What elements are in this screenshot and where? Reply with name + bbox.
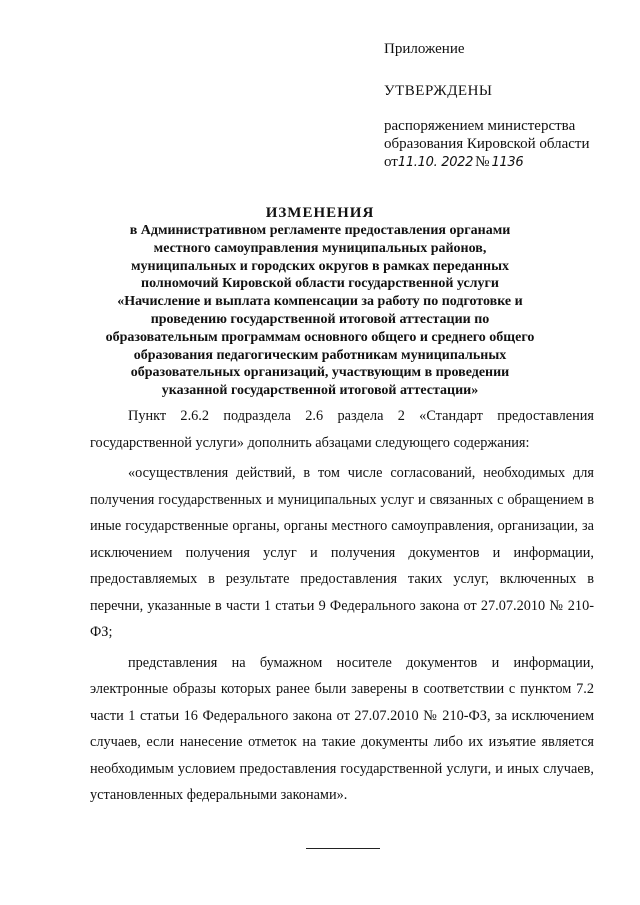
date-number-line bbox=[384, 153, 523, 172]
organization-line: образования Кировской области bbox=[384, 136, 590, 152]
handwritten-date: 11.10. 2022 bbox=[397, 155, 474, 170]
document-subtitle: в Административном регламенте предоставления органами местного самоуправления муниципальных районов, муниципальных и городских округов в рамках переданных полномочий Кировской области государственной услуги «Начисление и выплата компенсации за работу по подготовке и проведению государственной итоговой аттестации по образовательным программам основного общего и среднего общего образования педагогическим работникам муниципальных образовательных организаций, участвующим в проведении указанной государственной итоговой аттестации» bbox=[105, 223, 535, 399]
document-title: ИЗМЕНЕНИЯ bbox=[265, 205, 375, 221]
order-line: распоряжением министерства bbox=[384, 118, 576, 134]
document-body bbox=[90, 403, 594, 813]
appendix-label: Приложение bbox=[384, 41, 465, 57]
approved-label: УТВЕРЖДЕНЫ bbox=[384, 83, 493, 99]
end-divider bbox=[306, 848, 380, 849]
date-prefix: от bbox=[384, 154, 398, 170]
handwritten-number: 1136 bbox=[491, 155, 524, 170]
number-sign: № bbox=[475, 154, 490, 170]
body-paragraph: Пункт 2.6.2 подраздела 2.6 раздела 2 «Стандарт предоставления государственной услуги» дополнить абзацами следующего содержания: bbox=[90, 408, 594, 451]
body-paragraph: «осуществления действий, в том числе согласований, необходимых для получения государственных и муниципальных услуг и связанных с обращением в иные государственные органы, органы местного самоуправления, организации, за исключением получения услуг и получения документов и информации, предоставляемых в результате предоставления таких услуг, включенных в перечни, указанные в части 1 статьи 9 Федерального закона от 27.07.2010 № 210-ФЗ; bbox=[90, 465, 594, 640]
body-paragraph: представления на бумажном носителе документов и информации, электронные образы которых ранее были заверены в соответствии с пунктом 7.2 части 1 статьи 16 Федерального закона от 27.07.2010 № 210-ФЗ, за исключением случаев, если нанесение отметок на такие документы либо их изъятие является необходимым условием предоставления государственной услуги, и иных случаев, установленных федеральными законами». bbox=[90, 654, 594, 803]
